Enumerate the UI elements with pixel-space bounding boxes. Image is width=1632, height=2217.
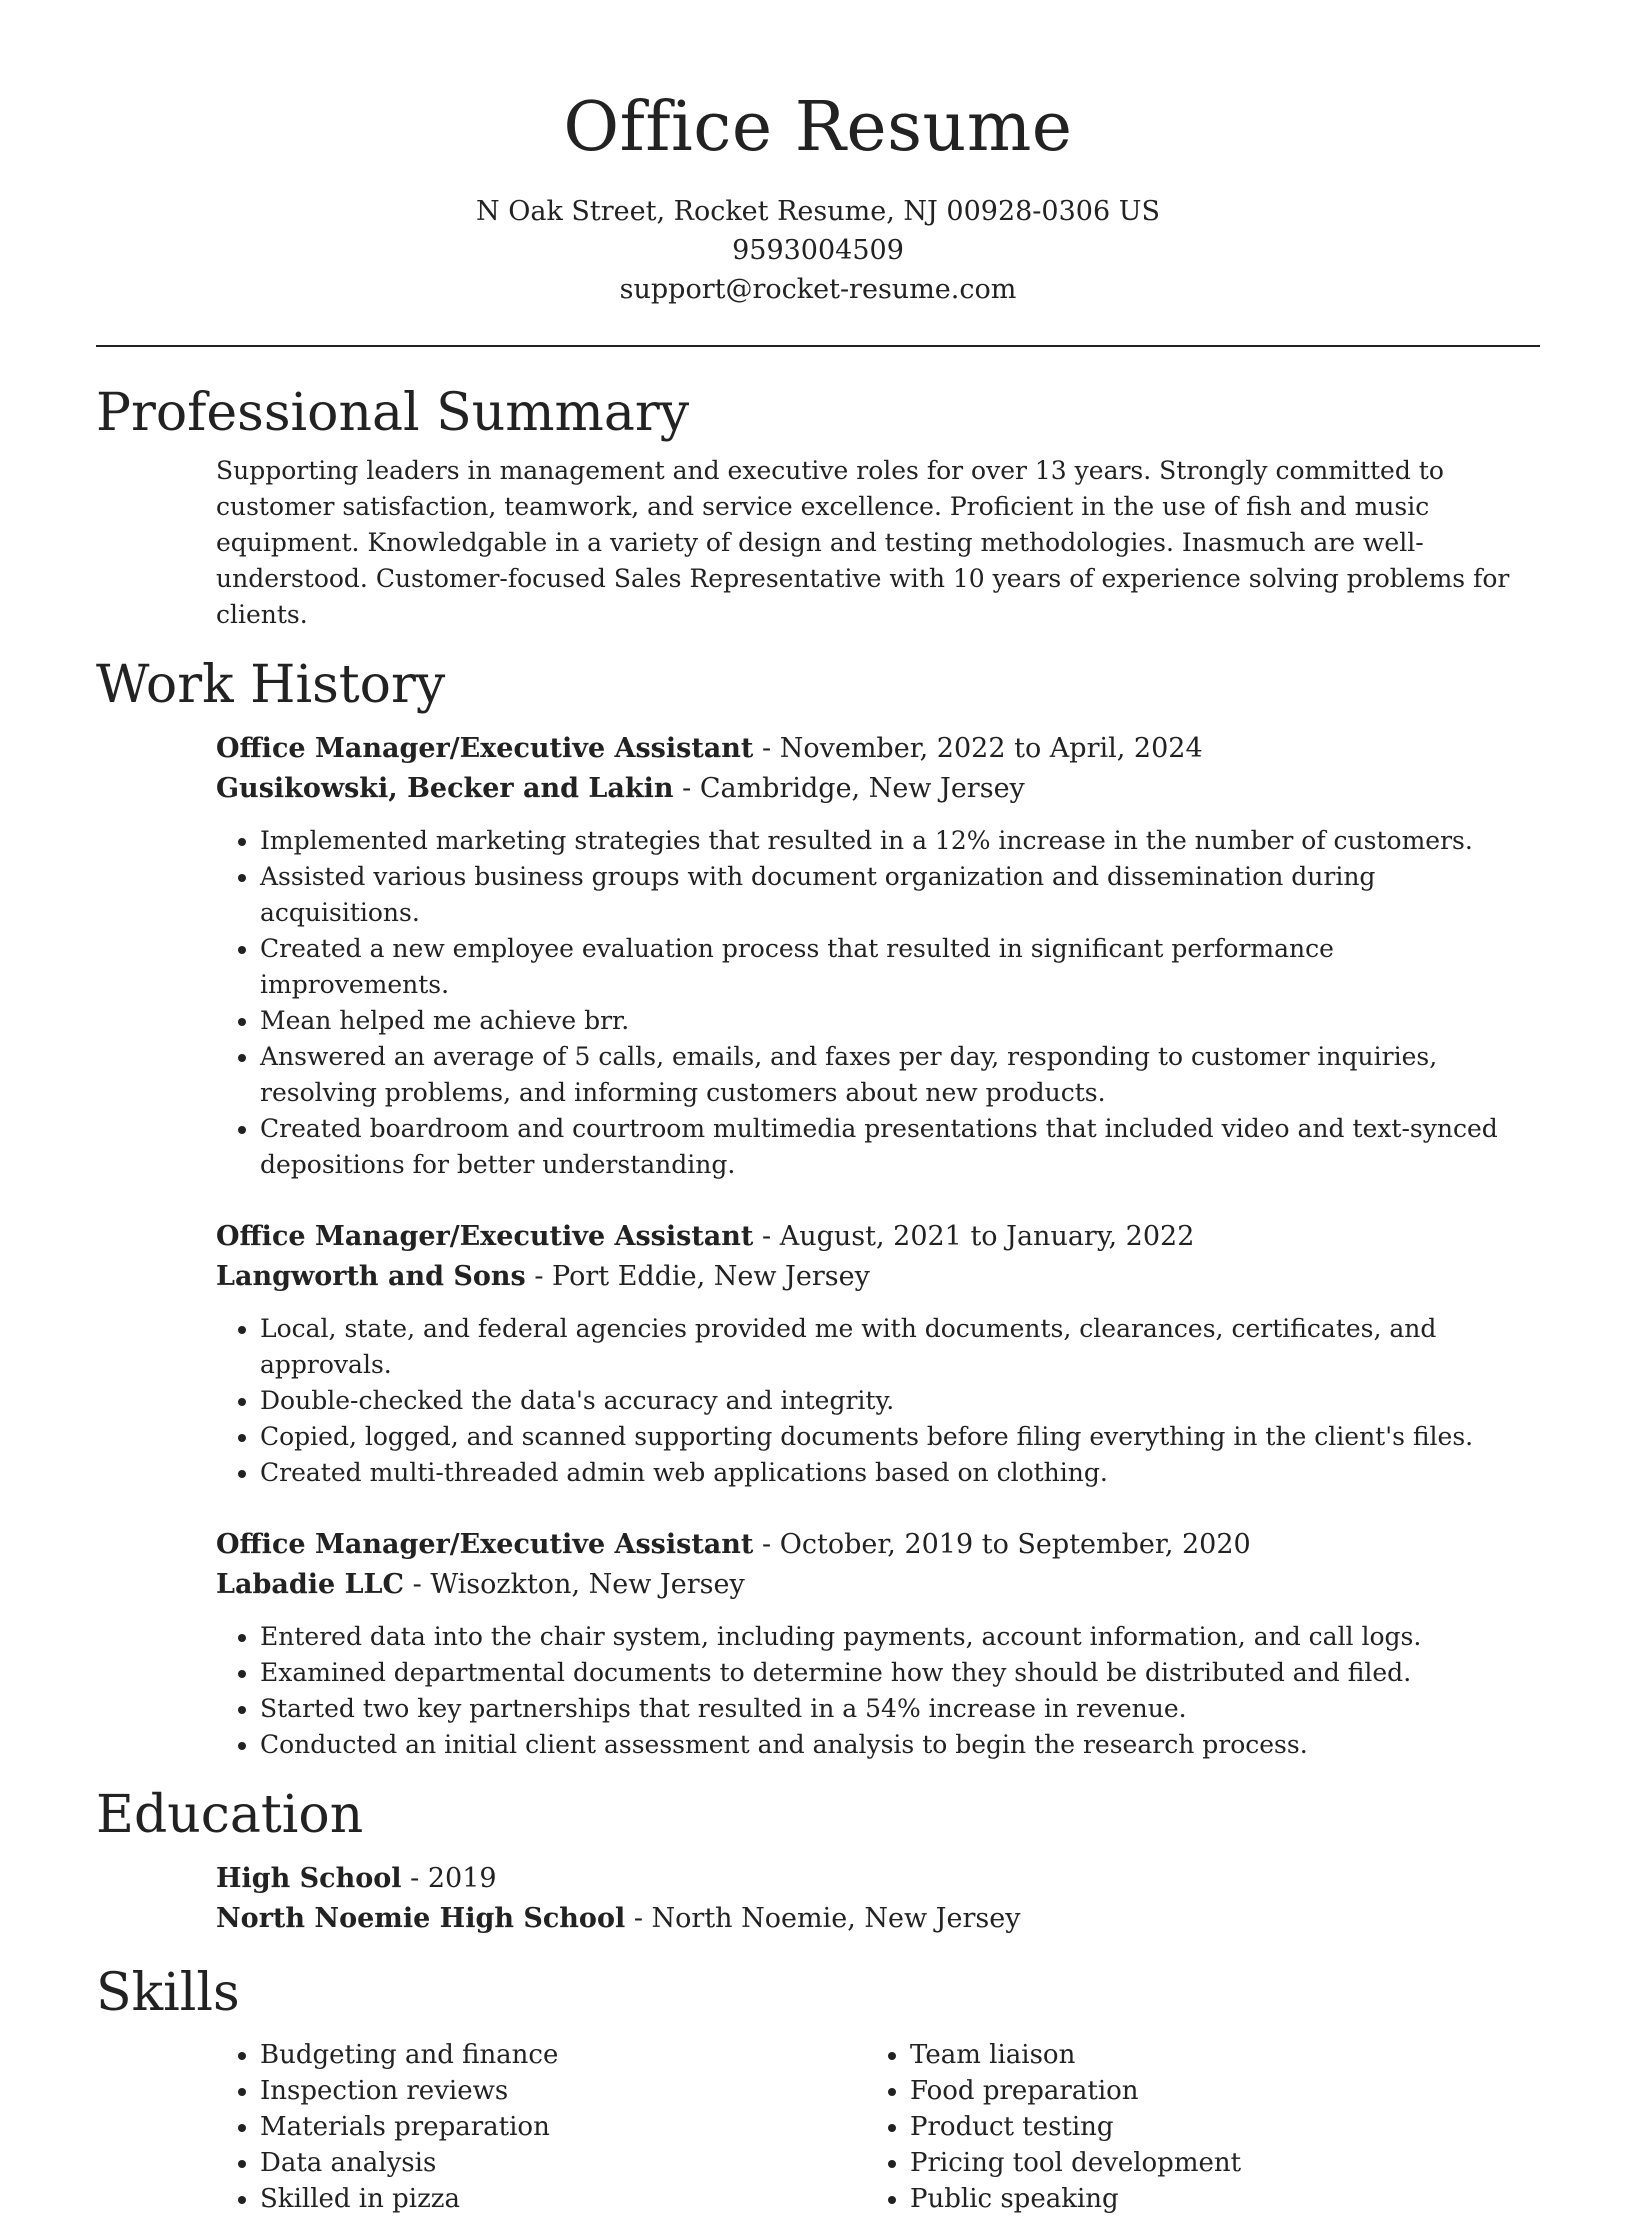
summary-title: Professional Summary <box>96 383 690 443</box>
job-dates: August, 2021 to January, 2022 <box>779 1221 1195 1252</box>
contact-info <box>96 192 1540 309</box>
job-separator: - <box>682 773 700 804</box>
job-company-line <box>216 1565 1516 1605</box>
job-role: Office Manager/Executive Assistant <box>216 1221 754 1252</box>
job-separator: - <box>762 1221 780 1252</box>
summary-section <box>96 383 1540 633</box>
header-divider <box>96 345 1540 347</box>
job-company-line <box>216 769 1516 809</box>
job-location: Port Eddie, New Jersey <box>552 1261 870 1292</box>
job-bullet: • Answered an average of 5 calls, emails, and faxes per day, responding to customer inquiries, resolving problems, and informing customers about new products. <box>260 1039 1516 1111</box>
job-bullet: • Started two key partnerships that resulted in a 54% increase in revenue. <box>260 1691 1516 1727</box>
job-role-line <box>216 1217 1516 1257</box>
skill-item: • Materials preparation <box>260 2109 866 2145</box>
job-company-line <box>216 1257 1516 1297</box>
job-entry <box>216 729 1516 1183</box>
job-role-line <box>216 729 1516 769</box>
job-role: Office Manager/Executive Assistant <box>216 1529 754 1560</box>
job-bullet: • Conducted an initial client assessment and analysis to begin the research process. <box>260 1727 1516 1763</box>
education-section <box>96 1785 1540 1939</box>
skills-grid <box>216 2037 1516 2217</box>
work-history-section <box>96 655 1540 1763</box>
job-bullets <box>216 1311 1516 1491</box>
job-separator: - <box>534 1261 553 1292</box>
skills-list <box>216 2037 866 2217</box>
job-bullet: • Assisted various business groups with document organization and dissemination during acquisitions. <box>260 859 1516 931</box>
resume-page <box>96 0 1540 2217</box>
job-company: Gusikowski, Becker and Lakin <box>216 773 674 804</box>
job-location: Cambridge, New Jersey <box>699 773 1025 804</box>
job-bullet: • Created a new employee evaluation process that resulted in significant performance improvements. <box>260 931 1516 1003</box>
job-role: Office Manager/Executive Assistant <box>216 733 754 764</box>
education-location: North Noemie, New Jersey <box>651 1903 1021 1934</box>
job-bullet: • Created multi-threaded admin web applications based on clothing. <box>260 1455 1516 1491</box>
job-bullet: • Examined departmental documents to determine how they should be distributed and filed. <box>260 1655 1516 1691</box>
job-bullet: • Copied, logged, and scanned supporting documents before filing everything in the client's files. <box>260 1419 1516 1455</box>
skill-item: • Data analysis <box>260 2145 866 2181</box>
education-school: North Noemie High School <box>216 1903 626 1934</box>
job-separator: - <box>412 1569 431 1600</box>
job-separator: - <box>762 1529 780 1560</box>
education-title: Education <box>96 1785 364 1845</box>
job-bullet: • Created boardroom and courtroom multimedia presentations that included video and text-synced depositions for better understanding. <box>260 1111 1516 1183</box>
job-bullets <box>216 823 1516 1183</box>
job-bullet: • Implemented marketing strategies that resulted in a 12% increase in the number of customers. <box>260 823 1516 859</box>
skill-item: • Budgeting and finance <box>260 2037 866 2073</box>
resume-name: Office Resume <box>563 88 1073 167</box>
job-bullets <box>216 1619 1516 1763</box>
skills-title: Skills <box>96 1963 240 2023</box>
education-degree: High School <box>216 1863 402 1894</box>
summary-text: Supporting leaders in management and executive roles for over 13 years. Strongly committed to customer satisfaction, teamwork, and service excellence. Proficient in the use of fish and music equipment. Knowledgable in a variety of design and testing methodologies. Inasmuch are well-understood. Customer-focused Sales Representative with 10 years of experience solving problems for clients. <box>216 456 1510 629</box>
work-history-title: Work History <box>96 655 446 715</box>
job-dates: October, 2019 to September, 2020 <box>779 1529 1251 1560</box>
job-bullet: • Entered data into the chair system, including payments, account information, and call logs. <box>260 1619 1516 1655</box>
contact-phone: 9593004509 <box>732 235 904 266</box>
skill-item: • Public speaking <box>910 2181 1516 2217</box>
job-location: Wisozkton, New Jersey <box>430 1569 745 1600</box>
job-company: Langworth and Sons <box>216 1261 526 1292</box>
education-school-line <box>216 1899 1516 1939</box>
job-bullet: • Double-checked the data's accuracy and integrity. <box>260 1383 1516 1419</box>
skill-item: • Pricing tool development <box>910 2145 1516 2181</box>
skills-column-right <box>866 2037 1516 2217</box>
skills-section <box>96 1963 1540 2217</box>
skill-item: • Product testing <box>910 2109 1516 2145</box>
skills-list <box>866 2037 1516 2217</box>
education-degree-line <box>216 1859 1516 1899</box>
job-entry <box>216 1525 1516 1763</box>
skill-item: • Inspection reviews <box>260 2073 866 2109</box>
skill-item: • Food preparation <box>910 2073 1516 2109</box>
education-separator: - <box>410 1863 428 1894</box>
contact-email: support@rocket-resume.com <box>619 274 1017 305</box>
job-bullet: • Local, state, and federal agencies provided me with documents, clearances, certificates, and approvals. <box>260 1311 1516 1383</box>
job-company: Labadie LLC <box>216 1569 405 1600</box>
education-separator: - <box>633 1903 652 1934</box>
job-dates: November, 2022 to April, 2024 <box>779 733 1203 764</box>
job-entry <box>216 1217 1516 1491</box>
education-year: 2019 <box>427 1863 497 1894</box>
contact-address: N Oak Street, Rocket Resume, NJ 00928-0306 US <box>476 196 1160 227</box>
skill-item: • Skilled in pizza <box>260 2181 866 2217</box>
skills-column-left <box>216 2037 866 2217</box>
job-separator: - <box>762 733 780 764</box>
resume-header <box>96 0 1540 309</box>
job-role-line <box>216 1525 1516 1565</box>
job-bullet: • Mean helped me achieve brr. <box>260 1003 1516 1039</box>
skill-item: • Team liaison <box>910 2037 1516 2073</box>
